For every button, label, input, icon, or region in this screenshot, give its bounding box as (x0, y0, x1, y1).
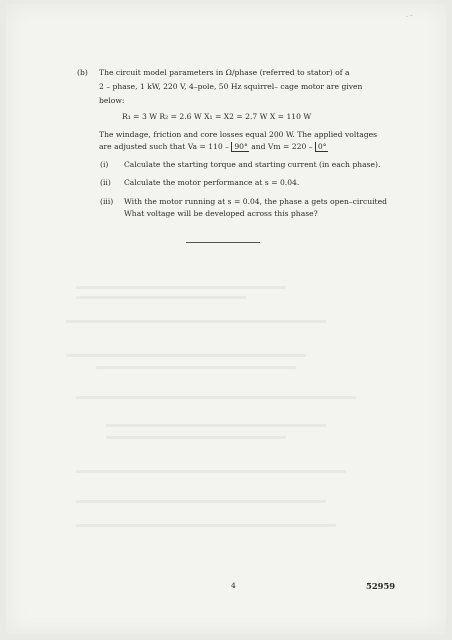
intro-line-2: 2 – phase, 1 kW, 220 V, 4–pole, 50 Hz squirrel– cage motor are given (99, 82, 363, 91)
item-i-text: Calculate the starting torque and starting current (in each phase). (124, 160, 381, 169)
intro-line-3: below: (99, 96, 125, 105)
end-rule (186, 242, 260, 243)
item-iii-text-line-2: What voltage will be developed across this phase? (124, 209, 318, 218)
item-ii-text: Calculate the motor performance at s = 0.04. (124, 178, 300, 187)
item-ii-label: (ii) (100, 178, 111, 187)
exam-page (6, 4, 446, 634)
page-number: 4 (231, 581, 236, 590)
part-label: (b) (77, 68, 88, 77)
va-angle: 90° (231, 142, 248, 152)
intro-line-1: The circuit model parameters in Ω/phase (referred to stator) of a (99, 68, 350, 77)
parameters-line: R₁ = 3 W R₂ = 2.6 W X₁ = X2 = 2.7 W X = 110 W (122, 112, 312, 121)
vm-angle: 0° (315, 142, 328, 152)
losses-line: The windage, friction and core losses equal 200 W. The applied voltages (99, 130, 378, 139)
paper-code: 52959 (366, 581, 396, 591)
scan-mark: · ⁻ (406, 14, 413, 21)
voltages-line (99, 142, 328, 152)
item-iii-label: (iii) (100, 197, 114, 206)
item-i-label: (i) (100, 160, 109, 169)
voltages-prefix: are adjusted such that Va = 110 – (99, 142, 229, 151)
voltages-middle: and Vm = 220 – (251, 142, 313, 151)
item-iii-text-line-1: With the motor running at s = 0.04, the phase a gets open–circuited (124, 197, 387, 206)
